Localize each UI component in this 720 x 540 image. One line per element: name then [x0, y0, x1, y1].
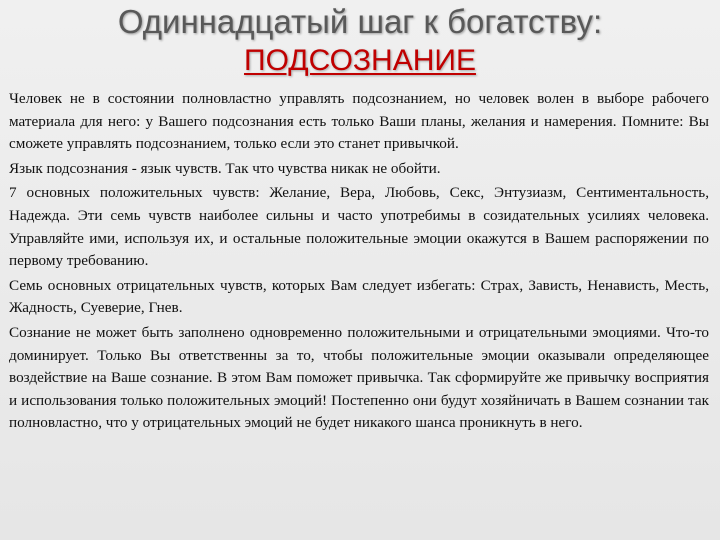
paragraph-consciousness: Сознание не может быть заполнено одновременно положительными и отрицательными эмоциями. Что-то доминирует. Только Вы ответственны за то, чтобы положительные эмоции оказывали определяющее воздействие на Ваше сознание. В этом Вам поможет привычка. Так сформируйте же привычку восприятия и использования только положительных эмоций! Постепенно они будут хозяйничать в Вашем сознании так полновластно, что у отрицательных эмоций не будет никакого шанса проникнуть в него.	[9, 323, 709, 432]
slide-body	[9, 88, 709, 435]
paragraph-negative-feelings: Семь основных отрицательных чувств, которых Вам следует избегать: Страх, Зависть, Ненависть, Месть, Жадность, Суеверие, Гнев.	[9, 276, 709, 317]
paragraph-language-of-feelings: Язык подсознания - язык чувств. Так что чувства никак не обойти.	[9, 159, 441, 177]
slide-subtitle: ПОДСОЗНАНИЕ	[244, 44, 476, 77]
paragraph-positive-feelings: 7 основных положительных чувств: Желание, Вера, Любовь, Секс, Энтузиазм, Сентиментальность, Надежда. Эти семь чувств наиболее сильны и часто употребимы в созидательных усилиях человека. Управляйте ими, используя их, и остальные положительные эмоции окажутся в Вашем распоряжении по первому требованию.	[9, 184, 709, 270]
paragraph-subconscious-control: Человек не в состоянии полновластно управлять подсознанием, но человек волен в выборе рабочего материала для него: у Вашего подсознания есть только Ваши планы, желания и намерения. Помните: Вы сможете управлять подсознанием, только если это станет привычкой.	[9, 90, 709, 153]
slide-title: Одиннадцатый шаг к богатству:	[117, 3, 603, 40]
